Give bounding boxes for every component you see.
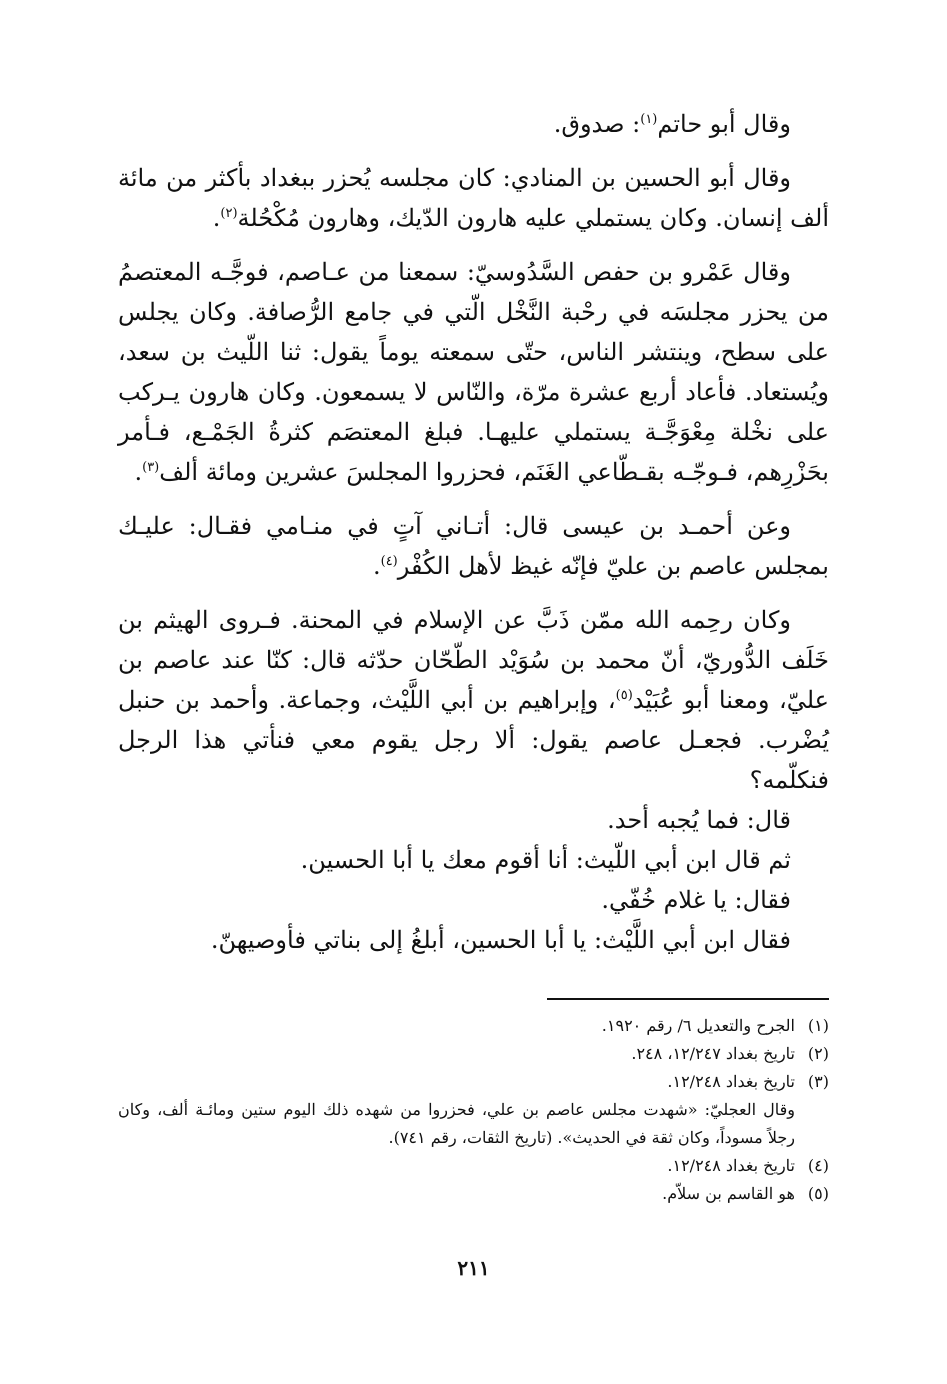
paragraph: وكان رحِمه الله ممّن ذَبَّ عن الإسلام في المحنة. فـروى الهيثم بن خَلَف الدُّوريّ، أنّ محمد بن سُوَيْد الطّحّان حدّثه قال: كنّا عند عاصم بن عليّ، ومعنا أبو عُبَيْد$^{(٥)}$، وإبراهيم بن أبي اللَّيْث، وجماعة. وأحمد بن حنبل يُضْرب. فجعـل عاصم يقول: ألا رجل يقوم معي فنأتي هذا الرجل فنكلّمه؟ bbox=[118, 606, 830, 794]
footnote-ref[interactable]: (٣) bbox=[142, 460, 160, 475]
footnote-text: تاريخ بغداد ١٢/٢٤٧، ٢٤٨. bbox=[631, 1044, 795, 1063]
footnote-continuation: وقال العجليّ: «شهدت مجلس عاصم بن علي، فحزروا من شهده ذلك اليوم ستين ومائـة ألف، وكان رجلاً مسوداً، وكان ثقة في الحديث». (تاريخ الثقات، رقم ٧٤١). bbox=[118, 1100, 796, 1147]
footnote-ref[interactable]: (٤) bbox=[380, 554, 398, 569]
footnote bbox=[118, 1180, 829, 1208]
footnote bbox=[118, 1012, 829, 1040]
dialogue-line: فقال: يا غلام خُفّي. bbox=[601, 886, 791, 914]
dialogue-line: ثم قال ابن أبي اللّيث: أنا أقوم معك يا أبا الحسين. bbox=[300, 846, 791, 874]
paragraph: وقال عَمْرو بن حفص السَّدُوسيّ: سمعنا من عـاصم، فوجَّـه المعتصمُ من يحزر مجلسَه في رحْبة النَّخْل الّتي في جامع الرُّصافة. وكان يجلس على سطح، وينتشر الناس، حتّى سمعته يوماً يقول: ثنا اللّيث بن سعد، ويُستعاد. فأعاد أربع عشرة مرّة، والنّاس لا يسمعون. وكان هارون يـركب على نخْلة مِعْوَجَّـة يستملي عليهـا. فبلغ المعتصَم كثرةُ الجَمْـع، فـأمر بحَزْرِهم، فـوجّـه بقـطّاعي الغَنَم، فحزروا المجلسَ عشرين ومائة ألف$^{(٣)}$. bbox=[118, 258, 829, 486]
footnote-divider bbox=[547, 998, 829, 1000]
footnote-number: (٤) bbox=[807, 1156, 829, 1175]
page-number: ٢١١ bbox=[457, 1256, 490, 1280]
dialogue-line: فقال ابن أبي اللَّيْث: يا أبا الحسين، أبلغُ إلى بناتي فأوصيهنّ. bbox=[210, 926, 791, 954]
paragraph: وقال أبو حاتم$^{(١)}$: صدوق. bbox=[553, 110, 791, 138]
main-text bbox=[118, 104, 829, 960]
footnote-text: الجرح والتعديل ٦/ رقم ١٩٢٠. bbox=[601, 1016, 795, 1035]
footnote-number: (٥) bbox=[807, 1184, 829, 1203]
footnote-number: (٣) bbox=[807, 1072, 829, 1091]
footnote-number: (٢) bbox=[807, 1044, 829, 1063]
footnote-number: (١) bbox=[807, 1016, 829, 1035]
footnote-text: تاريخ بغداد ١٢/٢٤٨. bbox=[667, 1156, 795, 1175]
footnote bbox=[118, 1152, 829, 1180]
footnote-text: تاريخ بغداد ١٢/٢٤٨. bbox=[667, 1072, 795, 1091]
footnote-text: هو القاسم بن سلاّم. bbox=[662, 1184, 795, 1203]
footnote bbox=[118, 1040, 829, 1068]
footnote-ref[interactable]: (٢) bbox=[220, 206, 238, 221]
footnote-ref[interactable]: (٥) bbox=[615, 688, 633, 703]
footnotes bbox=[118, 1012, 829, 1208]
paragraph: وعن أحمـد بن عيسى قال: أتـاني آتٍ في منـامي فقـال: عليـك بمجلس عاصم بن عليّ فإنّه غيظ لأهل الكُفْر$^{(٤)}$. bbox=[118, 512, 829, 580]
paragraph: وقال أبو الحسين بن المنادي: كان مجلسه يُحزر ببغداد بأكثر من مائة ألف إنسان. وكان يستملي عليه هارون الدّيك، وهارون مُكْحُلة$^{(٢)}$. bbox=[118, 164, 829, 232]
footnote-ref[interactable]: (١) bbox=[640, 112, 658, 127]
footnote bbox=[118, 1068, 829, 1096]
dialogue-block bbox=[118, 800, 829, 960]
dialogue-line: قال: فما يُجبه أحد. bbox=[607, 806, 791, 834]
